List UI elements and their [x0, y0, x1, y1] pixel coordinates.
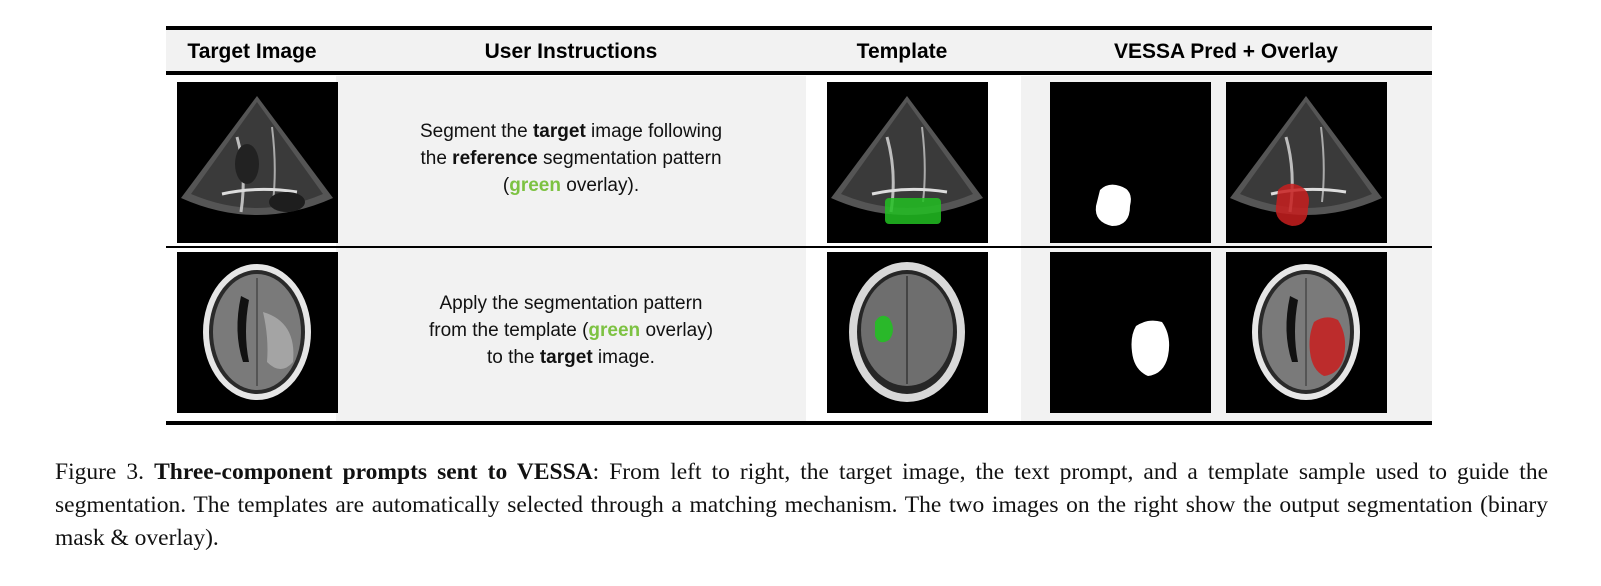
- row2-prediction-mask: [1050, 252, 1211, 413]
- row1-template-image: [827, 82, 988, 243]
- row1-prediction-mask: [1050, 82, 1211, 243]
- row2-template-image: [827, 252, 988, 413]
- row2-instr-line1: Apply the segmentation pattern: [439, 293, 703, 314]
- row1-instructions: [361, 118, 781, 199]
- row2-target-image: [177, 252, 338, 413]
- row2-instr-line3: to the target image.: [487, 347, 655, 368]
- bottom-rule: [166, 421, 1432, 425]
- row2-instr-line2: from the template (green overlay): [428, 320, 714, 341]
- row2-instructions: [361, 290, 781, 371]
- row-divider: [166, 246, 1432, 248]
- figure-caption: [55, 456, 1548, 555]
- header-user-instructions: User Instructions: [484, 40, 658, 63]
- header-rule: [166, 71, 1432, 75]
- row1-instr-line2: the reference segmentation pattern: [420, 148, 722, 169]
- caption-bold: Three-component prompts sent to VESSA: [154, 459, 593, 485]
- header-vessa-pred-overlay: VESSA Pred + Overlay: [1114, 40, 1338, 63]
- row1-target-image: [177, 82, 338, 243]
- top-rule: [166, 26, 1432, 30]
- header-template: Template: [856, 40, 948, 63]
- row2-prediction-overlay: [1226, 252, 1387, 413]
- figure-table: [166, 26, 1432, 425]
- row1-instr-line1: Segment the target image following: [419, 121, 723, 142]
- caption-label: Figure 3.: [55, 459, 155, 485]
- caption-text: : From left to right, the target image, the text prompt, and a template sample used to guide the segmentation. The templates are automatically selected through a matching mechanism. The two images on the right show the output segmentation (binary mask & overlay).: [55, 459, 1549, 551]
- header-target-image: Target Image: [187, 40, 317, 63]
- row1-instr-line3: (green overlay).: [502, 175, 640, 196]
- row1-prediction-overlay: [1226, 82, 1387, 243]
